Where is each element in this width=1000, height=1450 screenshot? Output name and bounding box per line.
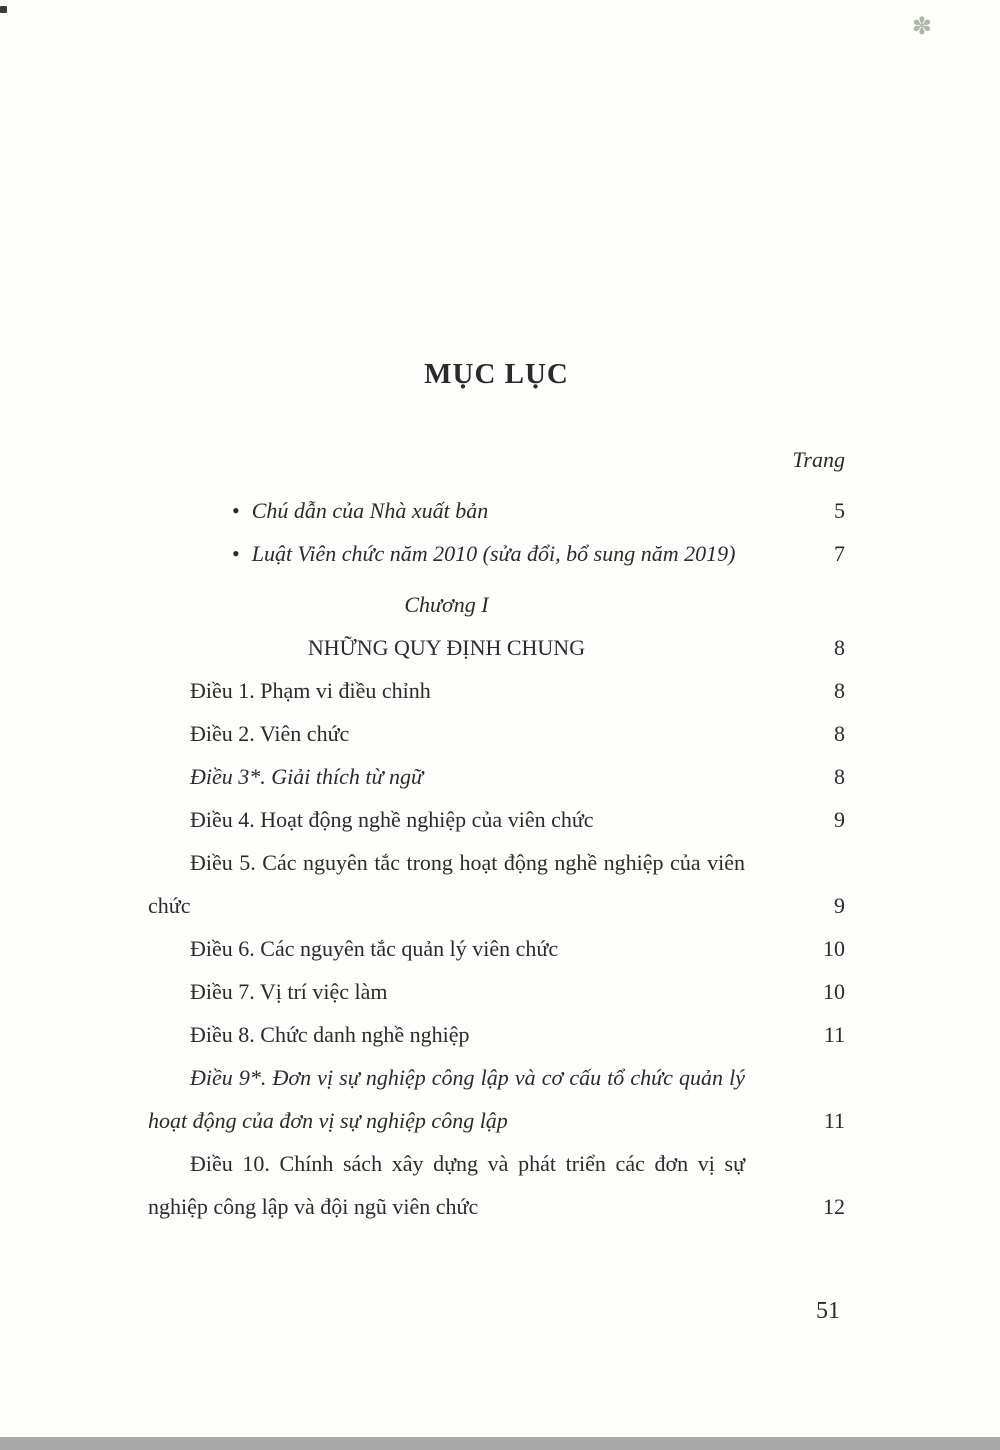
- toc-entry-text: Điều 5. Các nguyên tắc trong hoạt động nghề nghiệp của viên chức: [148, 850, 745, 918]
- page-column-header: Trang: [792, 447, 845, 472]
- toc-entry: [148, 970, 845, 1013]
- toc-entry: [148, 489, 845, 532]
- toc-entry-page: 11: [823, 1108, 845, 1133]
- toc-entry: [148, 532, 845, 575]
- toc-entry-text: Điều 10. Chính sách xây dựng và phát triển các đơn vị sự nghiệp công lập và đội ngũ viên chức: [148, 1151, 745, 1219]
- toc-entry-page: 8: [834, 635, 845, 660]
- toc-entry-text: Điều 2. Viên chức: [190, 721, 350, 746]
- toc-entry: [148, 1142, 845, 1228]
- toc-chapter-label: [148, 583, 845, 626]
- toc-entry-page: 10: [823, 936, 845, 961]
- toc-entry-text: Điều 4. Hoạt động nghề nghiệp của viên chức: [190, 807, 594, 832]
- toc-entry-text: Luật Viên chức năm 2010 (sửa đổi, bổ sung năm 2019): [251, 541, 736, 566]
- toc-entry-page: 5: [834, 498, 845, 523]
- toc-chapter-title: [148, 626, 845, 669]
- toc-entry-text: Điều 9*. Đơn vị sự nghiệp công lập và cơ cấu tổ chức quản lý hoạt động của đơn vị sự nghiệp công lập: [148, 1065, 745, 1133]
- toc-entry-page: 8: [834, 721, 845, 746]
- toc-entry-page: 8: [834, 678, 845, 703]
- table-of-contents: [148, 489, 845, 1228]
- toc-entry-page: 7: [834, 541, 845, 566]
- toc-entry-text: Điều 3*. Giải thích từ ngữ: [190, 764, 423, 789]
- toc-entry: [148, 712, 845, 755]
- toc-entry-text: Điều 7. Vị trí việc làm: [190, 979, 388, 1004]
- toc-entry-page: 10: [823, 979, 845, 1004]
- bullet-icon: •: [232, 498, 240, 523]
- toc-content: [148, 0, 845, 1228]
- flower-icon: ✽: [911, 12, 932, 40]
- toc-entry-text: Điều 6. Các nguyên tắc quản lý viên chức: [190, 936, 559, 961]
- toc-entry-page: 8: [834, 764, 845, 789]
- page-title: MỤC LỤC: [424, 358, 569, 390]
- scan-edge-band: [0, 1437, 1000, 1450]
- toc-entry-text: Điều 1. Phạm vi điều chỉnh: [190, 678, 431, 703]
- toc-entry-text: Chú dẫn của Nhà xuất bản: [251, 498, 489, 523]
- toc-entry-text: Chương I: [404, 592, 489, 617]
- bullet-icon: •: [232, 541, 240, 566]
- footer-page-number: 51: [816, 1298, 840, 1324]
- scan-artifact: [0, 6, 7, 13]
- toc-entry: [148, 798, 845, 841]
- toc-entry-page: 9: [834, 893, 845, 918]
- toc-entry: [148, 669, 845, 712]
- toc-entry-text: NHỮNG QUY ĐỊNH CHUNG: [307, 635, 586, 660]
- toc-entry: [148, 1056, 845, 1142]
- toc-entry-page: 12: [823, 1194, 845, 1219]
- toc-entry: [148, 927, 845, 970]
- toc-entry-page: 11: [823, 1022, 845, 1047]
- toc-entry: [148, 841, 845, 927]
- toc-entry: [148, 755, 845, 798]
- toc-entry-page: 9: [834, 807, 845, 832]
- toc-entry-text: Điều 8. Chức danh nghề nghiệp: [190, 1022, 470, 1047]
- toc-entry: [148, 1013, 845, 1056]
